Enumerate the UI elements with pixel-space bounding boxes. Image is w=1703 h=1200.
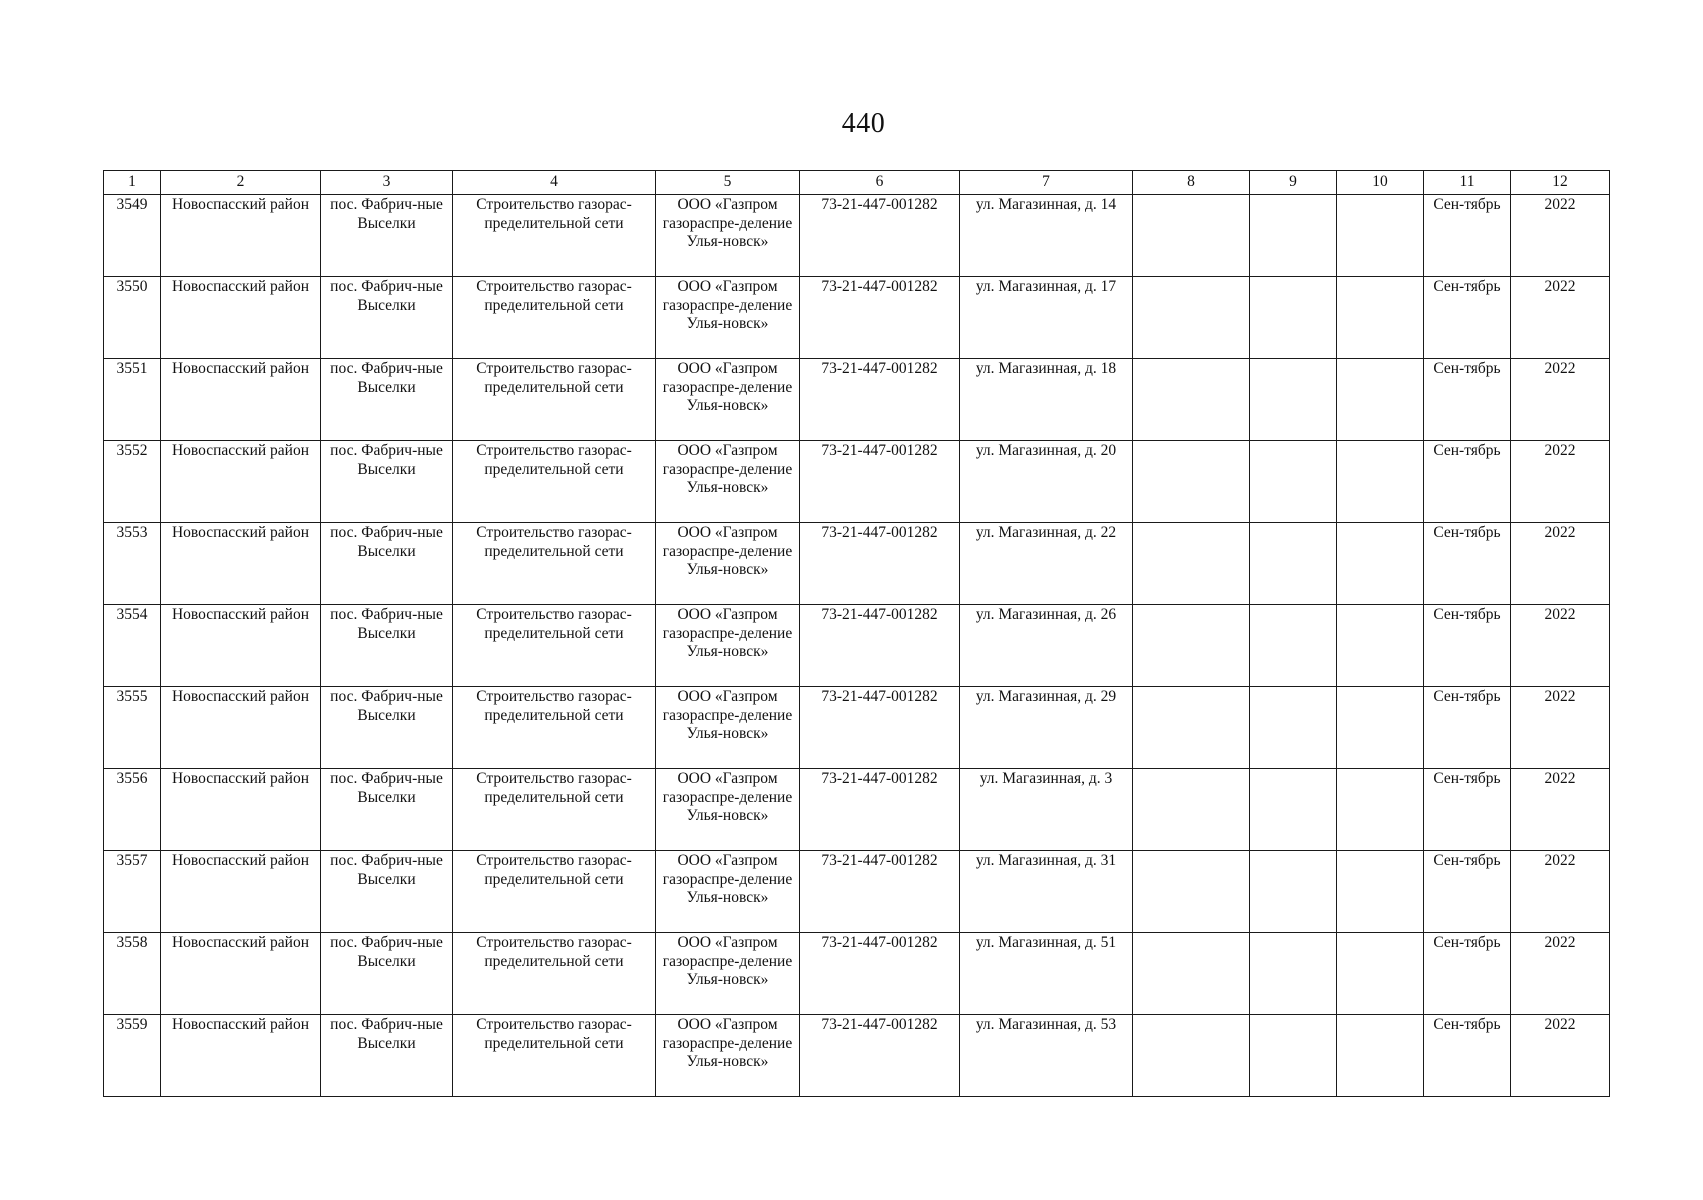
table-row [104, 1015, 1610, 1097]
cell-registry-code: 73-21-447-001282 [800, 441, 960, 523]
header-cell: 12 [1511, 171, 1610, 195]
cell-col-10 [1337, 1015, 1424, 1097]
cell-settlement: пос. Фабрич-ные Выселки [321, 769, 453, 851]
cell-number: 3557 [104, 851, 161, 933]
table-row [104, 277, 1610, 359]
cell-district: Новоспасский район [161, 523, 321, 605]
cell-settlement: пос. Фабрич-ные Выселки [321, 687, 453, 769]
cell-address: ул. Магазинная, д. 17 [960, 277, 1133, 359]
cell-settlement: пос. Фабрич-ные Выселки [321, 851, 453, 933]
cell-col-9 [1250, 687, 1337, 769]
cell-col-10 [1337, 441, 1424, 523]
cell-organization: ООО «Газпром газораспре-деление Улья-новск» [656, 769, 800, 851]
cell-work-type: Строительство газорас-пределительной сети [453, 195, 656, 277]
cell-col-9 [1250, 195, 1337, 277]
cell-organization: ООО «Газпром газораспре-деление Улья-новск» [656, 605, 800, 687]
cell-number: 3555 [104, 687, 161, 769]
cell-district: Новоспасский район [161, 933, 321, 1015]
cell-registry-code: 73-21-447-001282 [800, 605, 960, 687]
cell-address: ул. Магазинная, д. 29 [960, 687, 1133, 769]
cell-number: 3554 [104, 605, 161, 687]
cell-organization: ООО «Газпром газораспре-деление Улья-новск» [656, 933, 800, 1015]
cell-work-type: Строительство газорас-пределительной сети [453, 277, 656, 359]
cell-work-type: Строительство газорас-пределительной сети [453, 933, 656, 1015]
cell-col-8 [1133, 933, 1250, 1015]
cell-settlement: пос. Фабрич-ные Выселки [321, 441, 453, 523]
cell-year: 2022 [1511, 851, 1610, 933]
cell-organization: ООО «Газпром газораспре-деление Улья-новск» [656, 195, 800, 277]
cell-settlement: пос. Фабрич-ные Выселки [321, 277, 453, 359]
header-cell: 4 [453, 171, 656, 195]
header-cell: 6 [800, 171, 960, 195]
cell-registry-code: 73-21-447-001282 [800, 277, 960, 359]
cell-address: ул. Магазинная, д. 31 [960, 851, 1133, 933]
header-cell: 11 [1424, 171, 1511, 195]
cell-number: 3550 [104, 277, 161, 359]
cell-registry-code: 73-21-447-001282 [800, 195, 960, 277]
table-row [104, 605, 1610, 687]
cell-work-type: Строительство газорас-пределительной сети [453, 1015, 656, 1097]
cell-address: ул. Магазинная, д. 26 [960, 605, 1133, 687]
cell-organization: ООО «Газпром газораспре-деление Улья-новск» [656, 687, 800, 769]
cell-col-8 [1133, 359, 1250, 441]
cell-settlement: пос. Фабрич-ные Выселки [321, 359, 453, 441]
cell-number: 3551 [104, 359, 161, 441]
cell-year: 2022 [1511, 195, 1610, 277]
cell-year: 2022 [1511, 605, 1610, 687]
cell-settlement: пос. Фабрич-ные Выселки [321, 1015, 453, 1097]
cell-registry-code: 73-21-447-001282 [800, 359, 960, 441]
cell-month: Сен-тябрь [1424, 769, 1511, 851]
cell-registry-code: 73-21-447-001282 [800, 851, 960, 933]
cell-year: 2022 [1511, 933, 1610, 1015]
table-row [104, 933, 1610, 1015]
cell-col-8 [1133, 1015, 1250, 1097]
cell-work-type: Строительство газорас-пределительной сети [453, 769, 656, 851]
cell-settlement: пос. Фабрич-ные Выселки [321, 523, 453, 605]
cell-work-type: Строительство газорас-пределительной сети [453, 523, 656, 605]
cell-col-10 [1337, 195, 1424, 277]
header-cell: 5 [656, 171, 800, 195]
table-row [104, 195, 1610, 277]
table-row [104, 851, 1610, 933]
cell-work-type: Строительство газорас-пределительной сети [453, 441, 656, 523]
cell-number: 3556 [104, 769, 161, 851]
cell-year: 2022 [1511, 277, 1610, 359]
cell-organization: ООО «Газпром газораспре-деление Улья-новск» [656, 1015, 800, 1097]
cell-col-9 [1250, 851, 1337, 933]
cell-registry-code: 73-21-447-001282 [800, 1015, 960, 1097]
cell-organization: ООО «Газпром газораспре-деление Улья-новск» [656, 277, 800, 359]
cell-year: 2022 [1511, 523, 1610, 605]
cell-address: ул. Магазинная, д. 18 [960, 359, 1133, 441]
header-cell: 3 [321, 171, 453, 195]
cell-work-type: Строительство газорас-пределительной сети [453, 605, 656, 687]
cell-col-8 [1133, 687, 1250, 769]
cell-registry-code: 73-21-447-001282 [800, 687, 960, 769]
cell-number: 3559 [104, 1015, 161, 1097]
cell-year: 2022 [1511, 1015, 1610, 1097]
cell-col-9 [1250, 933, 1337, 1015]
cell-organization: ООО «Газпром газораспре-деление Улья-новск» [656, 359, 800, 441]
cell-col-9 [1250, 441, 1337, 523]
page-number: 440 [841, 108, 886, 139]
cell-settlement: пос. Фабрич-ные Выселки [321, 605, 453, 687]
cell-col-9 [1250, 523, 1337, 605]
cell-col-9 [1250, 769, 1337, 851]
register-table [103, 170, 1610, 1097]
cell-month: Сен-тябрь [1424, 359, 1511, 441]
cell-col-9 [1250, 277, 1337, 359]
header-cell: 8 [1133, 171, 1250, 195]
header-cell: 1 [104, 171, 161, 195]
cell-address: ул. Магазинная, д. 3 [960, 769, 1133, 851]
table-row [104, 769, 1610, 851]
cell-month: Сен-тябрь [1424, 605, 1511, 687]
table-row [104, 687, 1610, 769]
cell-col-10 [1337, 605, 1424, 687]
cell-organization: ООО «Газпром газораспре-деление Улья-новск» [656, 851, 800, 933]
cell-col-10 [1337, 933, 1424, 1015]
cell-month: Сен-тябрь [1424, 277, 1511, 359]
cell-district: Новоспасский район [161, 851, 321, 933]
cell-col-10 [1337, 523, 1424, 605]
header-cell: 10 [1337, 171, 1424, 195]
cell-col-10 [1337, 277, 1424, 359]
cell-district: Новоспасский район [161, 605, 321, 687]
cell-month: Сен-тябрь [1424, 851, 1511, 933]
cell-col-10 [1337, 769, 1424, 851]
cell-number: 3552 [104, 441, 161, 523]
cell-year: 2022 [1511, 359, 1610, 441]
cell-year: 2022 [1511, 769, 1610, 851]
header-cell: 9 [1250, 171, 1337, 195]
header-cell: 7 [960, 171, 1133, 195]
cell-month: Сен-тябрь [1424, 195, 1511, 277]
cell-col-8 [1133, 523, 1250, 605]
cell-month: Сен-тябрь [1424, 933, 1511, 1015]
cell-settlement: пос. Фабрич-ные Выселки [321, 933, 453, 1015]
cell-col-8 [1133, 605, 1250, 687]
header-row [104, 171, 1610, 195]
cell-settlement: пос. Фабрич-ные Выселки [321, 195, 453, 277]
cell-col-10 [1337, 851, 1424, 933]
table-row [104, 359, 1610, 441]
cell-organization: ООО «Газпром газораспре-деление Улья-новск» [656, 523, 800, 605]
cell-district: Новоспасский район [161, 359, 321, 441]
cell-address: ул. Магазинная, д. 20 [960, 441, 1133, 523]
cell-col-8 [1133, 441, 1250, 523]
table-body [104, 195, 1610, 1097]
cell-registry-code: 73-21-447-001282 [800, 933, 960, 1015]
cell-col-8 [1133, 277, 1250, 359]
cell-work-type: Строительство газорас-пределительной сети [453, 687, 656, 769]
cell-year: 2022 [1511, 441, 1610, 523]
cell-organization: ООО «Газпром газораспре-деление Улья-новск» [656, 441, 800, 523]
cell-number: 3549 [104, 195, 161, 277]
cell-registry-code: 73-21-447-001282 [800, 769, 960, 851]
cell-district: Новоспасский район [161, 277, 321, 359]
table-header [104, 171, 1610, 195]
table-row [104, 441, 1610, 523]
cell-year: 2022 [1511, 687, 1610, 769]
cell-district: Новоспасский район [161, 441, 321, 523]
cell-month: Сен-тябрь [1424, 523, 1511, 605]
cell-district: Новоспасский район [161, 1015, 321, 1097]
cell-col-9 [1250, 1015, 1337, 1097]
cell-month: Сен-тябрь [1424, 441, 1511, 523]
cell-col-9 [1250, 359, 1337, 441]
cell-address: ул. Магазинная, д. 22 [960, 523, 1133, 605]
cell-month: Сен-тябрь [1424, 687, 1511, 769]
cell-col-10 [1337, 687, 1424, 769]
cell-number: 3558 [104, 933, 161, 1015]
cell-registry-code: 73-21-447-001282 [800, 523, 960, 605]
cell-col-9 [1250, 605, 1337, 687]
cell-col-8 [1133, 195, 1250, 277]
header-cell: 2 [161, 171, 321, 195]
cell-district: Новоспасский район [161, 769, 321, 851]
cell-address: ул. Магазинная, д. 53 [960, 1015, 1133, 1097]
cell-address: ул. Магазинная, д. 51 [960, 933, 1133, 1015]
table-row [104, 523, 1610, 605]
cell-col-10 [1337, 359, 1424, 441]
cell-district: Новоспасский район [161, 195, 321, 277]
cell-col-8 [1133, 851, 1250, 933]
cell-district: Новоспасский район [161, 687, 321, 769]
cell-work-type: Строительство газорас-пределительной сети [453, 851, 656, 933]
cell-number: 3553 [104, 523, 161, 605]
cell-month: Сен-тябрь [1424, 1015, 1511, 1097]
cell-address: ул. Магазинная, д. 14 [960, 195, 1133, 277]
cell-work-type: Строительство газорас-пределительной сети [453, 359, 656, 441]
cell-col-8 [1133, 769, 1250, 851]
